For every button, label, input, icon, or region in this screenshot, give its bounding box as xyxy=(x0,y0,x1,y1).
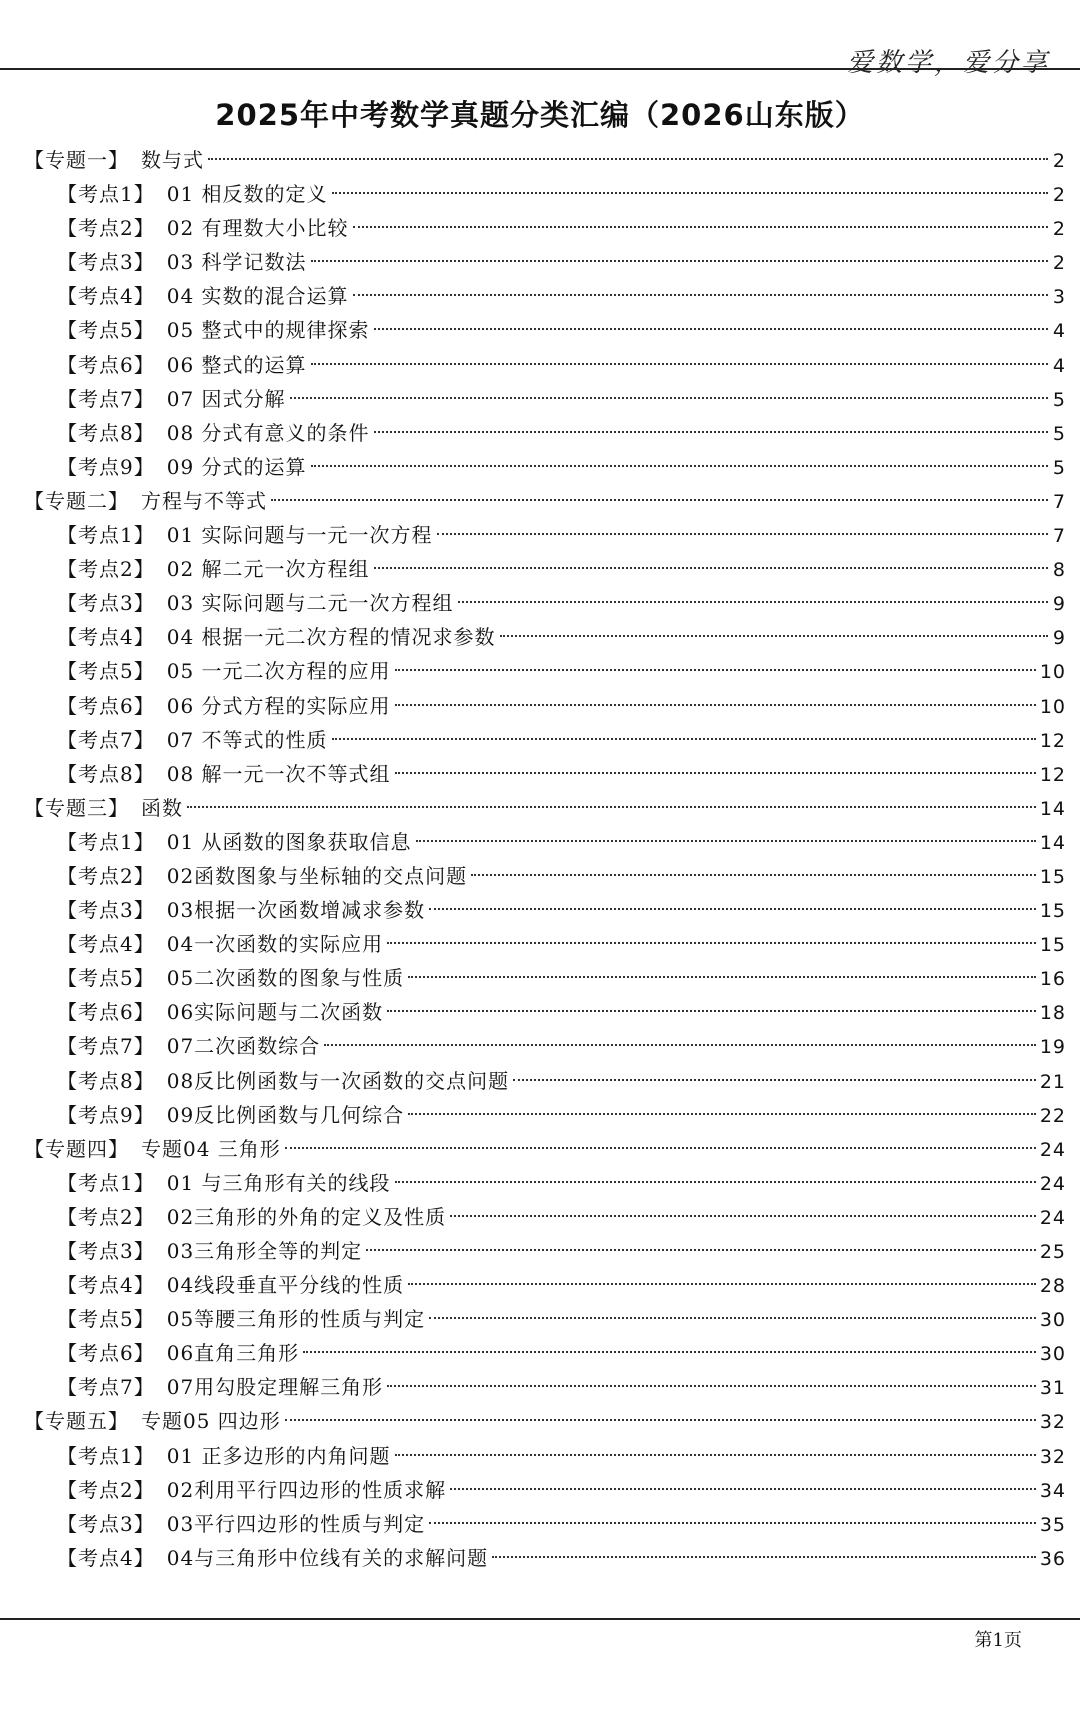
toc-dot-leader xyxy=(513,1079,1036,1081)
toc-point-row[interactable] xyxy=(24,995,1066,1029)
toc-page-number: 9 xyxy=(1052,627,1066,650)
toc-point-row[interactable] xyxy=(24,1098,1066,1132)
toc-page-number: 30 xyxy=(1039,1309,1066,1332)
toc-label: 06 整式的运算 xyxy=(166,352,307,377)
toc-dot-leader xyxy=(429,1522,1036,1524)
toc-point-row[interactable] xyxy=(24,723,1066,757)
toc-page-number: 12 xyxy=(1039,763,1066,786)
toc-point-row[interactable] xyxy=(24,961,1066,995)
toc-tag: 【考点7】 xyxy=(57,386,155,411)
toc-label: 04线段垂直平分线的性质 xyxy=(166,1273,405,1298)
toc-page-number: 28 xyxy=(1039,1275,1066,1298)
toc-topic-row[interactable] xyxy=(24,1404,1066,1438)
toc-point-row[interactable] xyxy=(24,825,1066,859)
toc-label: 02 解二元一次方程组 xyxy=(166,557,370,582)
toc-dot-leader xyxy=(324,1044,1036,1046)
toc-page-number: 4 xyxy=(1052,320,1066,343)
toc-label: 01 与三角形有关的线段 xyxy=(166,1170,391,1195)
toc-dot-leader xyxy=(353,226,1048,228)
toc-label: 09反比例函数与几何综合 xyxy=(166,1102,405,1127)
toc-tag: 【考点4】 xyxy=(57,284,155,309)
toc-dot-leader xyxy=(416,840,1036,842)
header-watermark: 爱数学，爱分享 xyxy=(846,48,1050,78)
toc-dot-leader xyxy=(408,976,1036,978)
toc-tag: 【考点1】 xyxy=(57,523,155,548)
toc-point-row[interactable] xyxy=(24,1166,1066,1200)
toc-label: 09 分式的运算 xyxy=(166,454,307,479)
toc-dot-leader xyxy=(408,1283,1036,1285)
toc-label: 05 一元二次方程的应用 xyxy=(166,659,391,684)
toc-dot-leader xyxy=(374,431,1048,433)
toc-tag: 【考点2】 xyxy=(57,557,155,582)
toc-dot-leader xyxy=(429,1317,1036,1319)
toc-page-number: 30 xyxy=(1039,1343,1066,1366)
toc-point-row[interactable] xyxy=(24,416,1066,450)
toc-tag: 【考点1】 xyxy=(57,1443,155,1468)
toc-point-row[interactable] xyxy=(24,654,1066,688)
toc-topic-row[interactable] xyxy=(24,791,1066,825)
toc-point-row[interactable] xyxy=(24,893,1066,927)
toc-page-number: 18 xyxy=(1039,1002,1066,1025)
toc-page-number: 25 xyxy=(1039,1241,1066,1263)
toc-point-row[interactable] xyxy=(24,518,1066,552)
toc-point-row[interactable] xyxy=(24,313,1066,347)
toc-label: 07 不等式的性质 xyxy=(166,727,328,752)
toc-tag: 【考点2】 xyxy=(57,1477,155,1502)
toc-tag: 【专题二】 xyxy=(24,488,129,513)
toc-tag: 【考点9】 xyxy=(57,454,155,479)
toc-dot-leader xyxy=(271,499,1048,501)
toc-page-number: 15 xyxy=(1039,900,1066,923)
toc-page-number: 32 xyxy=(1039,1411,1066,1434)
toc-label: 02函数图象与坐标轴的交点问题 xyxy=(166,863,468,888)
toc-page-number: 34 xyxy=(1039,1479,1066,1502)
toc-tag: 【考点8】 xyxy=(57,420,155,445)
toc-label: 04 根据一元二次方程的情况求参数 xyxy=(166,625,496,650)
toc-tag: 【考点4】 xyxy=(57,932,155,957)
toc-dot-leader xyxy=(395,772,1036,774)
toc-page-number: 19 xyxy=(1039,1036,1066,1059)
toc-page-number: 3 xyxy=(1052,286,1066,309)
toc-dot-leader xyxy=(471,874,1036,876)
toc-label: 02三角形的外角的定义及性质 xyxy=(166,1204,447,1229)
toc-page-number: 15 xyxy=(1039,934,1066,957)
bottom-divider xyxy=(0,1618,1080,1620)
toc-label: 05 整式中的规律探索 xyxy=(166,318,370,343)
toc-dot-leader xyxy=(366,1249,1036,1251)
toc-tag: 【考点5】 xyxy=(57,659,155,684)
toc-label: 01 实际问题与一元一次方程 xyxy=(166,523,433,548)
toc-page-number: 12 xyxy=(1039,729,1066,752)
toc-dot-leader xyxy=(395,1181,1036,1183)
toc-page-number: 5 xyxy=(1052,422,1066,445)
toc-label: 04一次函数的实际应用 xyxy=(166,932,384,957)
toc-label: 函数 xyxy=(141,795,183,820)
toc-page-number: 14 xyxy=(1039,831,1066,854)
toc-point-row[interactable] xyxy=(24,1439,1066,1473)
toc-tag: 【考点3】 xyxy=(57,1239,155,1263)
toc-topic-row[interactable] xyxy=(24,143,1066,177)
footer-page-number: 第1页 xyxy=(974,1630,1022,1651)
toc-dot-leader xyxy=(387,1010,1036,1012)
toc-point-row[interactable] xyxy=(24,1541,1066,1575)
toc-dot-leader xyxy=(450,1488,1036,1490)
table-of-contents xyxy=(24,143,1066,1575)
toc-label: 06 分式方程的实际应用 xyxy=(166,693,391,718)
toc-page-number: 2 xyxy=(1052,150,1066,172)
toc-label: 06直角三角形 xyxy=(166,1341,300,1366)
toc-page-number: 4 xyxy=(1052,354,1066,377)
toc-dot-leader xyxy=(387,1385,1036,1387)
toc-label: 03平行四边形的性质与判定 xyxy=(166,1511,426,1536)
toc-point-row[interactable] xyxy=(24,552,1066,586)
toc-tag: 【专题五】 xyxy=(24,1409,129,1434)
toc-point-row[interactable] xyxy=(24,1302,1066,1336)
toc-dot-leader xyxy=(311,260,1048,262)
toc-page-number: 31 xyxy=(1039,1377,1066,1400)
toc-page-number: 2 xyxy=(1052,218,1066,241)
toc-tag: 【考点6】 xyxy=(57,693,155,718)
toc-page-number: 24 xyxy=(1039,1172,1066,1195)
toc-label: 专题05 四边形 xyxy=(141,1409,281,1434)
toc-label: 04 实数的混合运算 xyxy=(166,284,349,309)
toc-page-number: 24 xyxy=(1039,1138,1066,1161)
toc-dot-leader xyxy=(285,1419,1036,1421)
toc-tag: 【考点6】 xyxy=(57,1341,155,1366)
toc-point-row[interactable] xyxy=(24,279,1066,313)
toc-point-row[interactable] xyxy=(24,450,1066,484)
toc-point-row[interactable] xyxy=(24,586,1066,620)
document-title: 2025年中考数学真题分类汇编（2026山东版） xyxy=(215,98,865,132)
toc-page-number: 35 xyxy=(1039,1513,1066,1536)
toc-page-number: 16 xyxy=(1039,968,1066,991)
toc-point-row[interactable] xyxy=(24,1473,1066,1507)
toc-tag: 【考点8】 xyxy=(57,1068,155,1093)
toc-topic-row[interactable] xyxy=(24,1132,1066,1166)
toc-point-row[interactable] xyxy=(24,211,1066,245)
toc-page-number: 36 xyxy=(1039,1547,1066,1570)
toc-label: 03根据一次函数增减求参数 xyxy=(166,898,426,923)
toc-page-number: 5 xyxy=(1052,456,1066,479)
toc-page-number: 14 xyxy=(1039,797,1066,820)
toc-dot-leader xyxy=(332,738,1036,740)
toc-page-number: 15 xyxy=(1039,865,1066,888)
toc-label: 05二次函数的图象与性质 xyxy=(166,966,405,991)
toc-tag: 【考点5】 xyxy=(57,318,155,343)
toc-dot-leader xyxy=(311,465,1048,467)
toc-point-row[interactable] xyxy=(24,757,1066,791)
toc-label: 03 科学记数法 xyxy=(166,250,307,275)
toc-dot-leader xyxy=(450,1215,1036,1217)
toc-point-row[interactable] xyxy=(24,689,1066,723)
top-divider xyxy=(0,68,1080,70)
toc-label: 专题04 三角形 xyxy=(141,1136,281,1161)
toc-label: 01 从函数的图象获取信息 xyxy=(166,829,412,854)
toc-page-number: 7 xyxy=(1052,525,1066,548)
toc-point-row[interactable] xyxy=(24,1064,1066,1098)
toc-page-number: 10 xyxy=(1039,695,1066,718)
toc-label: 07 因式分解 xyxy=(166,386,286,411)
toc-point-row[interactable] xyxy=(24,1234,1066,1268)
toc-label: 01 相反数的定义 xyxy=(166,182,328,207)
toc-point-row[interactable] xyxy=(24,245,1066,279)
toc-page-number: 2 xyxy=(1052,252,1066,275)
toc-tag: 【专题四】 xyxy=(24,1136,129,1161)
toc-dot-leader xyxy=(500,635,1048,637)
toc-label: 方程与不等式 xyxy=(141,488,267,513)
toc-page-number: 5 xyxy=(1052,388,1066,411)
toc-dot-leader xyxy=(208,158,1048,160)
toc-point-row[interactable] xyxy=(24,1029,1066,1063)
toc-tag: 【考点6】 xyxy=(57,1000,155,1025)
toc-dot-leader xyxy=(187,806,1036,808)
toc-point-row[interactable] xyxy=(24,348,1066,382)
toc-page-number: 21 xyxy=(1039,1070,1066,1093)
toc-tag: 【考点7】 xyxy=(57,1375,155,1400)
toc-tag: 【考点1】 xyxy=(57,182,155,207)
toc-label: 数与式 xyxy=(141,148,204,172)
toc-tag: 【考点2】 xyxy=(57,216,155,241)
toc-page-number: 24 xyxy=(1039,1206,1066,1229)
toc-tag: 【考点5】 xyxy=(57,1307,155,1332)
toc-point-row[interactable] xyxy=(24,927,1066,961)
toc-point-row[interactable] xyxy=(24,1370,1066,1404)
toc-tag: 【专题一】 xyxy=(24,148,129,172)
toc-tag: 【考点9】 xyxy=(57,1102,155,1127)
toc-tag: 【考点3】 xyxy=(57,898,155,923)
toc-label: 07用勾股定理解三角形 xyxy=(166,1375,384,1400)
toc-label: 01 正多边形的内角问题 xyxy=(166,1443,391,1468)
toc-label: 06实际问题与二次函数 xyxy=(166,1000,384,1025)
toc-point-row[interactable] xyxy=(24,1268,1066,1302)
toc-label: 08 分式有意义的条件 xyxy=(166,420,370,445)
toc-label: 03 实际问题与二元一次方程组 xyxy=(166,591,454,616)
toc-point-row[interactable] xyxy=(24,1507,1066,1541)
toc-tag: 【考点2】 xyxy=(57,1204,155,1229)
toc-page-number: 8 xyxy=(1052,559,1066,582)
toc-dot-leader xyxy=(492,1556,1036,1558)
toc-topic-row[interactable] xyxy=(24,484,1066,518)
toc-page-number: 9 xyxy=(1052,593,1066,616)
toc-dot-leader xyxy=(332,192,1048,194)
toc-page-number: 32 xyxy=(1039,1445,1066,1468)
toc-point-row[interactable] xyxy=(24,1336,1066,1370)
toc-tag: 【考点1】 xyxy=(57,829,155,854)
toc-label: 04与三角形中位线有关的求解问题 xyxy=(166,1545,489,1570)
toc-point-row[interactable] xyxy=(24,177,1066,211)
toc-label: 08反比例函数与一次函数的交点问题 xyxy=(166,1068,510,1093)
toc-page-number: 7 xyxy=(1052,490,1066,513)
toc-dot-leader xyxy=(437,533,1048,535)
toc-label: 03三角形全等的判定 xyxy=(166,1239,363,1263)
toc-tag: 【考点6】 xyxy=(57,352,155,377)
toc-dot-leader xyxy=(311,363,1048,365)
toc-point-row[interactable] xyxy=(24,620,1066,654)
toc-tag: 【考点2】 xyxy=(57,863,155,888)
toc-label: 02 有理数大小比较 xyxy=(166,216,349,241)
toc-tag: 【考点8】 xyxy=(57,761,155,786)
toc-dot-leader xyxy=(429,908,1036,910)
toc-dot-leader xyxy=(387,942,1036,944)
toc-point-row[interactable] xyxy=(24,859,1066,893)
toc-tag: 【考点7】 xyxy=(57,727,155,752)
toc-label: 08 解一元一次不等式组 xyxy=(166,761,391,786)
toc-dot-leader xyxy=(395,704,1036,706)
toc-tag: 【考点7】 xyxy=(57,1034,155,1059)
toc-label: 02利用平行四边形的性质求解 xyxy=(166,1477,447,1502)
toc-label: 05等腰三角形的性质与判定 xyxy=(166,1307,426,1332)
toc-dot-leader xyxy=(395,1454,1036,1456)
toc-dot-leader xyxy=(374,328,1048,330)
toc-label: 07二次函数综合 xyxy=(166,1034,321,1059)
toc-page-number: 10 xyxy=(1039,661,1066,684)
toc-tag: 【考点3】 xyxy=(57,250,155,275)
toc-tag: 【考点5】 xyxy=(57,966,155,991)
toc-tag: 【考点4】 xyxy=(57,625,155,650)
toc-tag: 【考点4】 xyxy=(57,1545,155,1570)
toc-dot-leader xyxy=(458,601,1048,603)
toc-dot-leader xyxy=(303,1351,1036,1353)
toc-page-number: 22 xyxy=(1039,1104,1066,1127)
toc-dot-leader xyxy=(353,294,1048,296)
toc-dot-leader xyxy=(374,567,1048,569)
toc-dot-leader xyxy=(408,1113,1036,1115)
toc-dot-leader xyxy=(290,397,1048,399)
toc-tag: 【专题三】 xyxy=(24,795,129,820)
toc-tag: 【考点1】 xyxy=(57,1170,155,1195)
toc-dot-leader xyxy=(285,1147,1036,1149)
toc-point-row[interactable] xyxy=(24,1200,1066,1234)
toc-dot-leader xyxy=(395,669,1036,671)
toc-tag: 【考点3】 xyxy=(57,1511,155,1536)
toc-tag: 【考点4】 xyxy=(57,1273,155,1298)
toc-point-row[interactable] xyxy=(24,382,1066,416)
toc-page-number: 2 xyxy=(1052,184,1066,207)
toc-tag: 【考点3】 xyxy=(57,591,155,616)
